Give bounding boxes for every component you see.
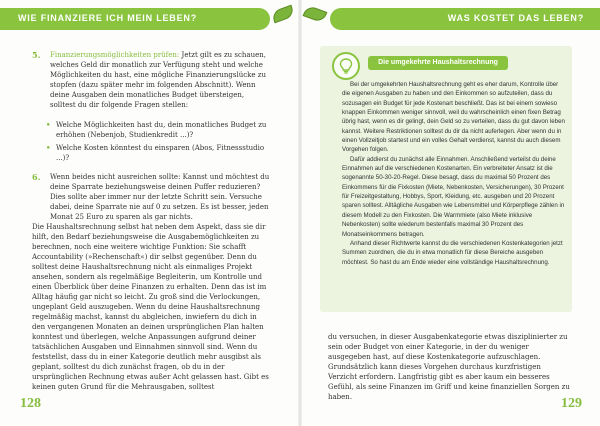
body-paragraph xyxy=(32,222,270,392)
step-6 xyxy=(32,172,270,222)
step-number: 5. xyxy=(32,50,41,60)
step-text: Jetzt gilt es zu schauen, welches Geld dir monatlich zur Verfügung steht und welche Möglichkeiten du hast, eine mögliche Finanzierungslücke zu stopfen (dazu später mehr im folgenden Abschnitt). Wenn deine Ausgaben dein monatliches Budget übersteigen, solltest du dir folgende Fragen stellen: xyxy=(50,51,266,109)
list-item: • Welche Möglichkeiten hast du, dein monatliches Budget zu erhöhen (Nebenjob, Studienkredit ...)? xyxy=(46,120,270,140)
step-list xyxy=(32,50,270,222)
step-text: Wenn beides nicht ausreichen sollte: Kannst und möchtest du deine Sparrate beziehungsweise deinen Puffer reduzieren? Dies sollte aber immer nur der letzte Schritt sein. Versuche dabei, deine Sparrate nie auf 0 zu setzen. Es ist besser, jeden Monat 25 Euro zu sparen als gar nichts. xyxy=(50,173,270,221)
right-page xyxy=(300,0,600,426)
info-paragraph: Dafür addierst du zunächst alle Einnahmen. Anschließend verteilst du deine Einnahmen auf die verschiedenen Kostenarten. Ein verbreiteter Ansatz ist die sogenannte 50-30-20-Regel. Diese besagt, dass du maximal 50 Prozent des Einkommens für die Fixkosten (Miete, Nebenkosten, Versicherungen), 30 Prozent für Freizeitgestaltung, Hobbys, Sport, Kleidung, etc. ausgeben und 20 Prozent sparen solltest. Alltägliche Ausgaben wie Lebensmittel und Körperpflege zählen in diesem Modell zu den Fixkosten. Die Warmmiete (also Miete inklusive Nebenkosten) sollte wiederum bestenfalls maximal 30 Prozent des Monatseinkommens betragen. xyxy=(342,155,565,238)
paragraph-text: du versuchen, in dieser Ausgabenkategorie etwas disziplinierter zu sein oder Budget von einer Kategorie, in der du weniger ausgegeben hast, auf diese Kostenkategorie aufzuschlagen. Grundsätzlich kann dieses Vorgehen durchaus kurzfristigen Verzicht erfordern. Langfristig gibt es aber kaum ein besseres Gefühl, als seine Finanzen im Griff und keine finanziellen Sorgen zu haben. xyxy=(328,333,570,401)
chapter-header: WIE FINANZIERE ICH MEIN LEBEN? xyxy=(18,13,197,23)
chapter-header-band xyxy=(330,8,600,30)
info-box-text xyxy=(342,80,566,267)
page-number: 128 xyxy=(20,396,41,411)
step-5 xyxy=(32,50,270,110)
list-item: • Welche Kosten könntest du einsparen (Abos, Fitnessstudio ...)? xyxy=(46,143,270,163)
leaf-icon xyxy=(271,5,296,24)
lightbulb-icon xyxy=(332,52,360,80)
info-box xyxy=(320,46,572,312)
leaf-icon xyxy=(303,5,328,24)
body-paragraph xyxy=(328,332,572,402)
chapter-header: WAS KOSTET DAS LEBEN? xyxy=(447,13,584,23)
step-number: 6. xyxy=(32,172,41,182)
step-lead: Finanzierungsmöglichkeiten prüfen: xyxy=(50,51,180,59)
page-number: 129 xyxy=(561,396,582,411)
question-bullets xyxy=(46,120,270,163)
paragraph-text: Die Haushaltsrechnung selbst hat neben dem Aspekt, dass sie dir hilft, den Bedarf beziehungsweise die Ausgabemöglichkeiten zu berechnen, noch eine weitere wichtige Funktion: Sie schafft Accountability (»Rechenschaft«) dir selbst gegenüber. Denn du solltest deine Haushaltsrechnung nicht als einmaliges Projekt ansehen, sondern als regelmäßige Begleiterin, um Kontrolle und einen Überblick über deine Finanzen zu erhalten. Denn das ist im Alltag häufig gar nicht so leicht. Zu groß sind die Verlockungen, ungeplant Geld auszugeben. Wenn du deine Haushaltsrechnung regelmäßig machst, kannst du abgleichen, inwiefern du dich in den vergangenen Monaten an deinen ursprünglichen Plan halten konntest und überlegen, welche Anpassungen aufgrund deiner tatsächlichen Ausgaben und Einnahmen sinnvoll sind. Wenn du feststellst, dass du in einer Kategorie deutlich mehr ausgibst als geplant, solltest du dich zunächst fragen, ob du in der ursprünglichen Rechnung etwas außer Acht gelassen hast. Gibt es keinen guten Grund für die Mehrausgaben, solltest xyxy=(32,223,269,391)
info-box-title: Die umgekehrte Haushaltsrechnung xyxy=(368,56,508,70)
info-paragraph: Anhand dieser Richtwerte kannst du die verschiedenen Kostenkategorien jetzt Summen zuordnen, die du in etwa monatlich für diese Bereiche ausgeben möchtest. So hast du am Ende wieder eine vollständige Haushaltsrechnung. xyxy=(342,239,563,266)
chapter-header-band xyxy=(0,8,270,30)
info-paragraph: Bei der umgekehrten Haushaltsrechnung geht es eher darum, Kontrolle über die eigenen Ausgaben zu haben und den Einkommen so aufzuteilen, dass du sozusagen ein Budget für jede Kostenart beschließt. Das ist bei einem sowieso knappen Einkommen weniger sinnvoll, weil du wahrscheinlich einen fixen Betrag übrig hast, wenn es dir gelingt, dein Geld so zu verteilen, dass du gut davon leben kannst. Weitere Restriktionen solltest du dir da nicht auferlegen. Aber wenn du in einen Vollzeitjob startest und ein volles Gehalt verdienst, kannst du auch diesem Vorgehen folgen. xyxy=(342,81,565,154)
